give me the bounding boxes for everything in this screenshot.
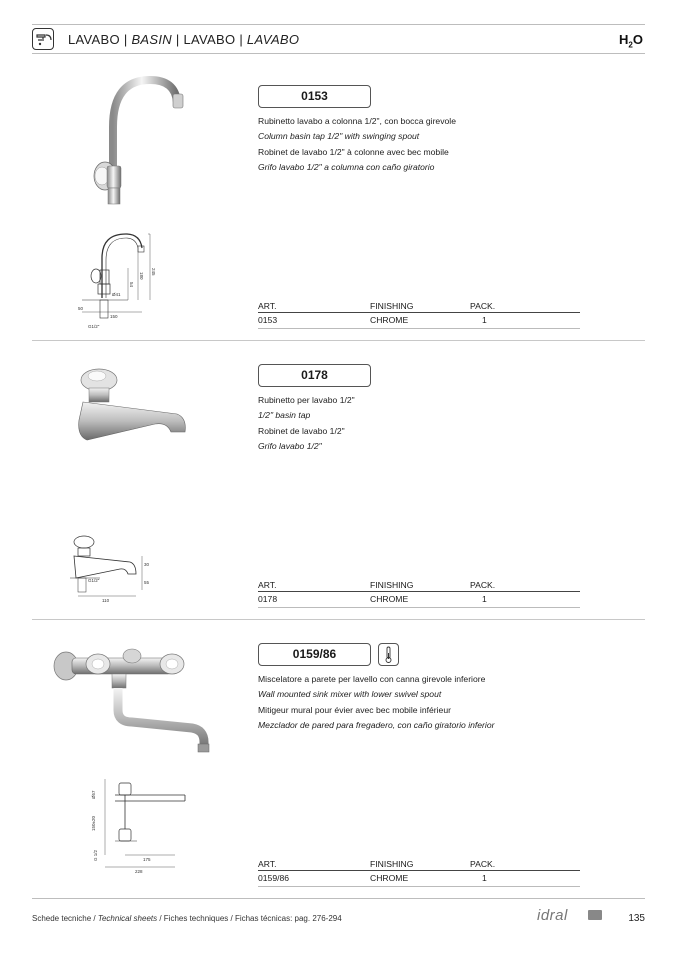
dim-label: 245 bbox=[151, 268, 156, 276]
page-number: 135 bbox=[628, 913, 645, 924]
dim-label: G 1/2 bbox=[93, 849, 98, 861]
dim-label: 180 bbox=[139, 272, 144, 280]
page-header bbox=[32, 24, 645, 54]
table-row: 0159/86 CHROME 1 bbox=[258, 871, 580, 887]
table-row: 0153 CHROME 1 bbox=[258, 313, 580, 329]
product-description-0153: Rubinetto lavabo a colonna 1/2", con bocca girevole Column basin tap 1/2" with swinging spout Robinet de lavabo 1/2" à colonne avec bec mobile Grifo lavabo 1/2" a columna con caño giratorio bbox=[258, 116, 456, 172]
logo-badge-icon bbox=[588, 910, 602, 920]
dim-label: G1/2" bbox=[88, 578, 100, 583]
product-photo-0159-86 bbox=[52, 638, 192, 758]
product-table-0159-86: ART. FINISHING PACK. 0159/86 CHROME 1 bbox=[258, 857, 580, 887]
dim-label: 150±20 bbox=[91, 816, 96, 831]
dim-label: 30 bbox=[144, 562, 150, 567]
dim-label: Ø57 bbox=[91, 790, 96, 799]
dim-label: 228 bbox=[135, 869, 143, 874]
product-code-0153: 0153 bbox=[258, 85, 371, 108]
dim-label: 175 bbox=[143, 857, 151, 862]
dim-label: G1/2" bbox=[88, 324, 100, 329]
product-code-0159-86: 0159/86 bbox=[258, 643, 371, 666]
product-table-0178: ART. FINISHING PACK. 0178 CHROME 1 bbox=[258, 578, 580, 608]
product-photo-0178 bbox=[75, 362, 195, 452]
product-code-0178: 0178 bbox=[258, 364, 371, 387]
technical-drawing-0178 bbox=[70, 532, 180, 612]
footer-reference: Schede tecniche / Technical sheets / Fiches techniques / Fichas técnicas: pag. 276-294 bbox=[32, 914, 342, 923]
dim-label: 150 bbox=[110, 314, 118, 319]
product-table-0153: ART. FINISHING PACK. 0153 CHROME 1 bbox=[258, 299, 580, 329]
product-description-0159-86: Miscelatore a parete per lavello con canna girevole inferiore Wall mounted sink mixer with lower swivel spout Mitigeur mural pour évier avec bec mobile inférieur Mezclador de pared para fregadero, con caño giratorio inferior bbox=[258, 674, 495, 730]
dim-label: 54 bbox=[129, 282, 134, 288]
page-footer bbox=[32, 898, 645, 928]
basin-tap-icon bbox=[32, 28, 54, 50]
idral-logo: idral bbox=[537, 907, 568, 924]
section-divider bbox=[32, 340, 645, 341]
dim-label: 55 bbox=[144, 580, 150, 585]
brand-h2o: $H_2O$ bbox=[619, 32, 643, 50]
section-divider bbox=[32, 619, 645, 620]
product-description-0178: Rubinetto per lavabo 1/2" 1/2" basin tap Robinet de lavabo 1/2" Grifo lavabo 1/2" bbox=[258, 395, 355, 451]
dim-label: 110 bbox=[102, 598, 110, 603]
dim-label: 50 bbox=[78, 306, 84, 311]
product-photo-0153 bbox=[75, 72, 195, 212]
thermometer-icon bbox=[378, 643, 399, 666]
technical-drawing-0153 bbox=[78, 228, 188, 338]
table-row: 0178 CHROME 1 bbox=[258, 592, 580, 608]
technical-drawing-0159-86 bbox=[85, 775, 205, 885]
page-title: LAVABO | BASIN | LAVABO | LAVABO bbox=[68, 32, 300, 47]
dim-label: Ø41 bbox=[112, 292, 121, 297]
